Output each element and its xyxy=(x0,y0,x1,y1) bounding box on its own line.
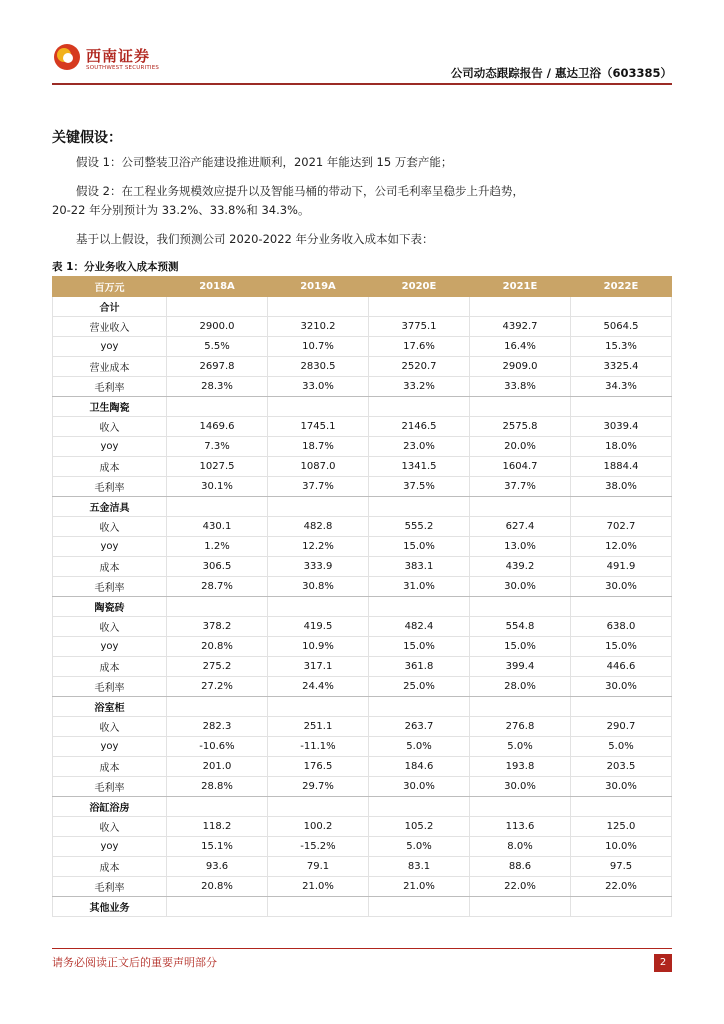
segment-forecast-table xyxy=(52,276,672,917)
value-cell: 1.2% xyxy=(167,537,268,557)
value-cell: 378.2 xyxy=(167,617,268,637)
row-label: 毛利率 xyxy=(53,477,167,497)
value-cell: 8.0% xyxy=(470,837,571,857)
segment-header-row xyxy=(53,697,672,717)
value-cell xyxy=(571,897,672,917)
table-row xyxy=(53,737,672,757)
value-cell: 482.4 xyxy=(369,617,470,637)
table-body xyxy=(53,297,672,917)
assumption-2: 假设 2：在工程业务规模效应提升以及智能马桶的带动下，公司毛利率呈稳步上升趋势， xyxy=(76,184,524,198)
value-cell: 3775.1 xyxy=(369,317,470,337)
value-cell: 30.0% xyxy=(369,777,470,797)
value-cell: 30.0% xyxy=(470,777,571,797)
value-cell: 638.0 xyxy=(571,617,672,637)
value-cell: 17.6% xyxy=(369,337,470,357)
table-row xyxy=(53,377,672,397)
row-label: 营业成本 xyxy=(53,357,167,377)
value-cell: 2900.0 xyxy=(167,317,268,337)
value-cell: 1087.0 xyxy=(268,457,369,477)
row-label: 收入 xyxy=(53,617,167,637)
value-cell: 282.3 xyxy=(167,717,268,737)
value-cell: 33.2% xyxy=(369,377,470,397)
value-cell: 1604.7 xyxy=(470,457,571,477)
value-cell: 290.7 xyxy=(571,717,672,737)
value-cell: -15.2% xyxy=(268,837,369,857)
value-cell: 2575.8 xyxy=(470,417,571,437)
value-cell: 10.7% xyxy=(268,337,369,357)
value-cell: 37.5% xyxy=(369,477,470,497)
table-row xyxy=(53,777,672,797)
value-cell: 13.0% xyxy=(470,537,571,557)
table-row xyxy=(53,317,672,337)
value-cell: 10.9% xyxy=(268,637,369,657)
value-cell: 306.5 xyxy=(167,557,268,577)
value-cell: 1027.5 xyxy=(167,457,268,477)
value-cell: -10.6% xyxy=(167,737,268,757)
value-cell: 1745.1 xyxy=(268,417,369,437)
value-cell xyxy=(268,597,369,617)
forecast-intro: 基于以上假设，我们预测公司 2020-2022 年分业务收入成本如下表： xyxy=(76,232,434,246)
value-cell: 7.3% xyxy=(167,437,268,457)
table-row xyxy=(53,457,672,477)
value-cell: 25.0% xyxy=(369,677,470,697)
value-cell: 38.0% xyxy=(571,477,672,497)
value-cell: 15.1% xyxy=(167,837,268,857)
value-cell: 23.0% xyxy=(369,437,470,457)
value-cell: 193.8 xyxy=(470,757,571,777)
value-cell: -11.1% xyxy=(268,737,369,757)
value-cell: 18.7% xyxy=(268,437,369,457)
value-cell xyxy=(571,597,672,617)
value-cell xyxy=(470,497,571,517)
value-cell: 118.2 xyxy=(167,817,268,837)
logo-mark-icon xyxy=(52,42,82,72)
value-cell xyxy=(571,397,672,417)
value-cell: 100.2 xyxy=(268,817,369,837)
value-cell: 24.4% xyxy=(268,677,369,697)
value-cell xyxy=(167,297,268,317)
table-row xyxy=(53,657,672,677)
value-cell xyxy=(268,297,369,317)
table-row xyxy=(53,477,672,497)
page-number: 2 xyxy=(654,954,672,972)
value-cell xyxy=(369,297,470,317)
value-cell: 30.1% xyxy=(167,477,268,497)
value-cell xyxy=(470,697,571,717)
value-cell: 275.2 xyxy=(167,657,268,677)
value-cell: 1341.5 xyxy=(369,457,470,477)
value-cell: 1469.6 xyxy=(167,417,268,437)
value-cell: 5.0% xyxy=(369,737,470,757)
value-cell: 37.7% xyxy=(470,477,571,497)
value-cell: 30.8% xyxy=(268,577,369,597)
row-label: 收入 xyxy=(53,817,167,837)
segment-header-row xyxy=(53,897,672,917)
value-cell: 20.0% xyxy=(470,437,571,457)
logo-chinese-text: 西南证券 xyxy=(86,47,151,65)
row-label: 收入 xyxy=(53,517,167,537)
value-cell: 176.5 xyxy=(268,757,369,777)
logo-english-text: SOUTHWEST SECURITIES xyxy=(86,65,160,71)
value-cell: 5.0% xyxy=(369,837,470,857)
value-cell: 3039.4 xyxy=(571,417,672,437)
value-cell: 18.0% xyxy=(571,437,672,457)
header-cell: 百万元 xyxy=(53,277,167,297)
value-cell: 361.8 xyxy=(369,657,470,677)
table-row xyxy=(53,437,672,457)
value-cell: 2146.5 xyxy=(369,417,470,437)
table-row xyxy=(53,337,672,357)
value-cell xyxy=(369,497,470,517)
value-cell xyxy=(470,597,571,617)
footer-divider xyxy=(52,948,672,949)
value-cell xyxy=(571,797,672,817)
segment-header-row xyxy=(53,397,672,417)
table-row xyxy=(53,677,672,697)
row-label: yoy xyxy=(53,637,167,657)
value-cell: 20.8% xyxy=(167,637,268,657)
segment-header-row xyxy=(53,797,672,817)
value-cell: 15.0% xyxy=(571,637,672,657)
value-cell: 21.0% xyxy=(369,877,470,897)
value-cell: 2697.8 xyxy=(167,357,268,377)
table-header-row xyxy=(53,277,672,297)
table-row xyxy=(53,837,672,857)
value-cell: 28.3% xyxy=(167,377,268,397)
row-label: 成本 xyxy=(53,857,167,877)
value-cell xyxy=(470,297,571,317)
row-label: yoy xyxy=(53,837,167,857)
value-cell xyxy=(268,697,369,717)
header-divider xyxy=(52,83,672,85)
value-cell: 33.0% xyxy=(268,377,369,397)
value-cell: 2909.0 xyxy=(470,357,571,377)
value-cell: 37.7% xyxy=(268,477,369,497)
value-cell: 3325.4 xyxy=(571,357,672,377)
value-cell: 702.7 xyxy=(571,517,672,537)
row-label: 毛利率 xyxy=(53,777,167,797)
table-row xyxy=(53,817,672,837)
value-cell: 88.6 xyxy=(470,857,571,877)
value-cell: 383.1 xyxy=(369,557,470,577)
value-cell: 203.5 xyxy=(571,757,672,777)
value-cell xyxy=(167,397,268,417)
value-cell: 2830.5 xyxy=(268,357,369,377)
row-label: yoy xyxy=(53,337,167,357)
value-cell xyxy=(167,497,268,517)
row-label: yoy xyxy=(53,737,167,757)
row-label: 成本 xyxy=(53,757,167,777)
row-label: 营业收入 xyxy=(53,317,167,337)
table-row xyxy=(53,757,672,777)
value-cell: 5.0% xyxy=(470,737,571,757)
segment-label: 其他业务 xyxy=(53,897,167,917)
table-row xyxy=(53,717,672,737)
value-cell: 21.0% xyxy=(268,877,369,897)
company-logo xyxy=(52,42,162,78)
value-cell: 446.6 xyxy=(571,657,672,677)
value-cell: 201.0 xyxy=(167,757,268,777)
value-cell: 184.6 xyxy=(369,757,470,777)
table-caption: 表 1：分业务收入成本预测 xyxy=(52,261,179,273)
value-cell: 12.0% xyxy=(571,537,672,557)
value-cell: 125.0 xyxy=(571,817,672,837)
value-cell: 317.1 xyxy=(268,657,369,677)
value-cell xyxy=(268,497,369,517)
value-cell: 34.3% xyxy=(571,377,672,397)
value-cell: 5.5% xyxy=(167,337,268,357)
segment-label: 卫生陶瓷 xyxy=(53,397,167,417)
header-cell: 2018A xyxy=(167,277,268,297)
value-cell: 105.2 xyxy=(369,817,470,837)
value-cell: 33.8% xyxy=(470,377,571,397)
value-cell xyxy=(268,897,369,917)
value-cell: 491.9 xyxy=(571,557,672,577)
table-row xyxy=(53,877,672,897)
segment-label: 浴缸浴房 xyxy=(53,797,167,817)
table-row xyxy=(53,577,672,597)
table-row xyxy=(53,417,672,437)
value-cell: 31.0% xyxy=(369,577,470,597)
value-cell: 251.1 xyxy=(268,717,369,737)
value-cell: 276.8 xyxy=(470,717,571,737)
value-cell xyxy=(571,297,672,317)
value-cell: 12.2% xyxy=(268,537,369,557)
value-cell xyxy=(369,697,470,717)
value-cell: 15.3% xyxy=(571,337,672,357)
table-row xyxy=(53,517,672,537)
value-cell: 4392.7 xyxy=(470,317,571,337)
value-cell: 30.0% xyxy=(571,577,672,597)
value-cell: 30.0% xyxy=(571,677,672,697)
row-label: 毛利率 xyxy=(53,377,167,397)
value-cell: 22.0% xyxy=(571,877,672,897)
value-cell: 97.5 xyxy=(571,857,672,877)
value-cell: 29.7% xyxy=(268,777,369,797)
value-cell xyxy=(470,397,571,417)
value-cell xyxy=(369,797,470,817)
value-cell: 20.8% xyxy=(167,877,268,897)
value-cell: 15.0% xyxy=(470,637,571,657)
value-cell xyxy=(167,597,268,617)
header-cell: 2020E xyxy=(369,277,470,297)
value-cell: 399.4 xyxy=(470,657,571,677)
value-cell xyxy=(167,697,268,717)
value-cell: 16.4% xyxy=(470,337,571,357)
report-header-title: 公司动态跟踪报告 / 惠达卫浴（603385） xyxy=(450,66,672,80)
row-label: 收入 xyxy=(53,417,167,437)
value-cell: 3210.2 xyxy=(268,317,369,337)
value-cell: 30.0% xyxy=(470,577,571,597)
value-cell: 1884.4 xyxy=(571,457,672,477)
segment-label: 浴室柜 xyxy=(53,697,167,717)
value-cell: 482.8 xyxy=(268,517,369,537)
disclaimer-note: 请务必阅读正文后的重要声明部分 xyxy=(52,956,217,969)
table-row xyxy=(53,857,672,877)
value-cell xyxy=(571,497,672,517)
header-cell: 2022E xyxy=(571,277,672,297)
segment-label: 合计 xyxy=(53,297,167,317)
row-label: 成本 xyxy=(53,457,167,477)
value-cell: 2520.7 xyxy=(369,357,470,377)
segment-label: 陶瓷砖 xyxy=(53,597,167,617)
value-cell xyxy=(268,797,369,817)
value-cell: 83.1 xyxy=(369,857,470,877)
value-cell: 28.8% xyxy=(167,777,268,797)
row-label: 毛利率 xyxy=(53,577,167,597)
value-cell xyxy=(369,397,470,417)
value-cell: 5.0% xyxy=(571,737,672,757)
segment-header-row xyxy=(53,597,672,617)
row-label: 毛利率 xyxy=(53,877,167,897)
value-cell: 28.0% xyxy=(470,677,571,697)
value-cell xyxy=(369,897,470,917)
table-row xyxy=(53,617,672,637)
segment-header-row xyxy=(53,497,672,517)
value-cell: 30.0% xyxy=(571,777,672,797)
row-label: yoy xyxy=(53,537,167,557)
value-cell: 22.0% xyxy=(470,877,571,897)
value-cell xyxy=(167,897,268,917)
value-cell: 15.0% xyxy=(369,537,470,557)
value-cell xyxy=(571,697,672,717)
value-cell: 93.6 xyxy=(167,857,268,877)
section-heading: 关键假设： xyxy=(52,130,122,146)
header-cell: 2019A xyxy=(268,277,369,297)
value-cell: 419.5 xyxy=(268,617,369,637)
value-cell: 113.6 xyxy=(470,817,571,837)
value-cell xyxy=(470,897,571,917)
value-cell: 28.7% xyxy=(167,577,268,597)
value-cell xyxy=(470,797,571,817)
value-cell: 79.1 xyxy=(268,857,369,877)
segment-header-row xyxy=(53,297,672,317)
value-cell: 15.0% xyxy=(369,637,470,657)
table-row xyxy=(53,637,672,657)
value-cell: 263.7 xyxy=(369,717,470,737)
value-cell: 27.2% xyxy=(167,677,268,697)
value-cell xyxy=(268,397,369,417)
table-row xyxy=(53,557,672,577)
table-row xyxy=(53,537,672,557)
row-label: 收入 xyxy=(53,717,167,737)
row-label: 成本 xyxy=(53,657,167,677)
row-label: 成本 xyxy=(53,557,167,577)
value-cell xyxy=(167,797,268,817)
row-label: 毛利率 xyxy=(53,677,167,697)
value-cell: 5064.5 xyxy=(571,317,672,337)
value-cell: 439.2 xyxy=(470,557,571,577)
assumption-2-continued: 20-22 年分别预计为 33.2%、33.8%和 34.3%。 xyxy=(52,203,310,217)
value-cell xyxy=(369,597,470,617)
value-cell: 554.8 xyxy=(470,617,571,637)
table-row xyxy=(53,357,672,377)
segment-label: 五金洁具 xyxy=(53,497,167,517)
row-label: yoy xyxy=(53,437,167,457)
header-cell: 2021E xyxy=(470,277,571,297)
value-cell: 627.4 xyxy=(470,517,571,537)
value-cell: 333.9 xyxy=(268,557,369,577)
assumption-1: 假设 1：公司整装卫浴产能建设推进顺利，2021 年能达到 15 万套产能； xyxy=(76,155,453,169)
value-cell: 555.2 xyxy=(369,517,470,537)
value-cell: 10.0% xyxy=(571,837,672,857)
value-cell: 430.1 xyxy=(167,517,268,537)
